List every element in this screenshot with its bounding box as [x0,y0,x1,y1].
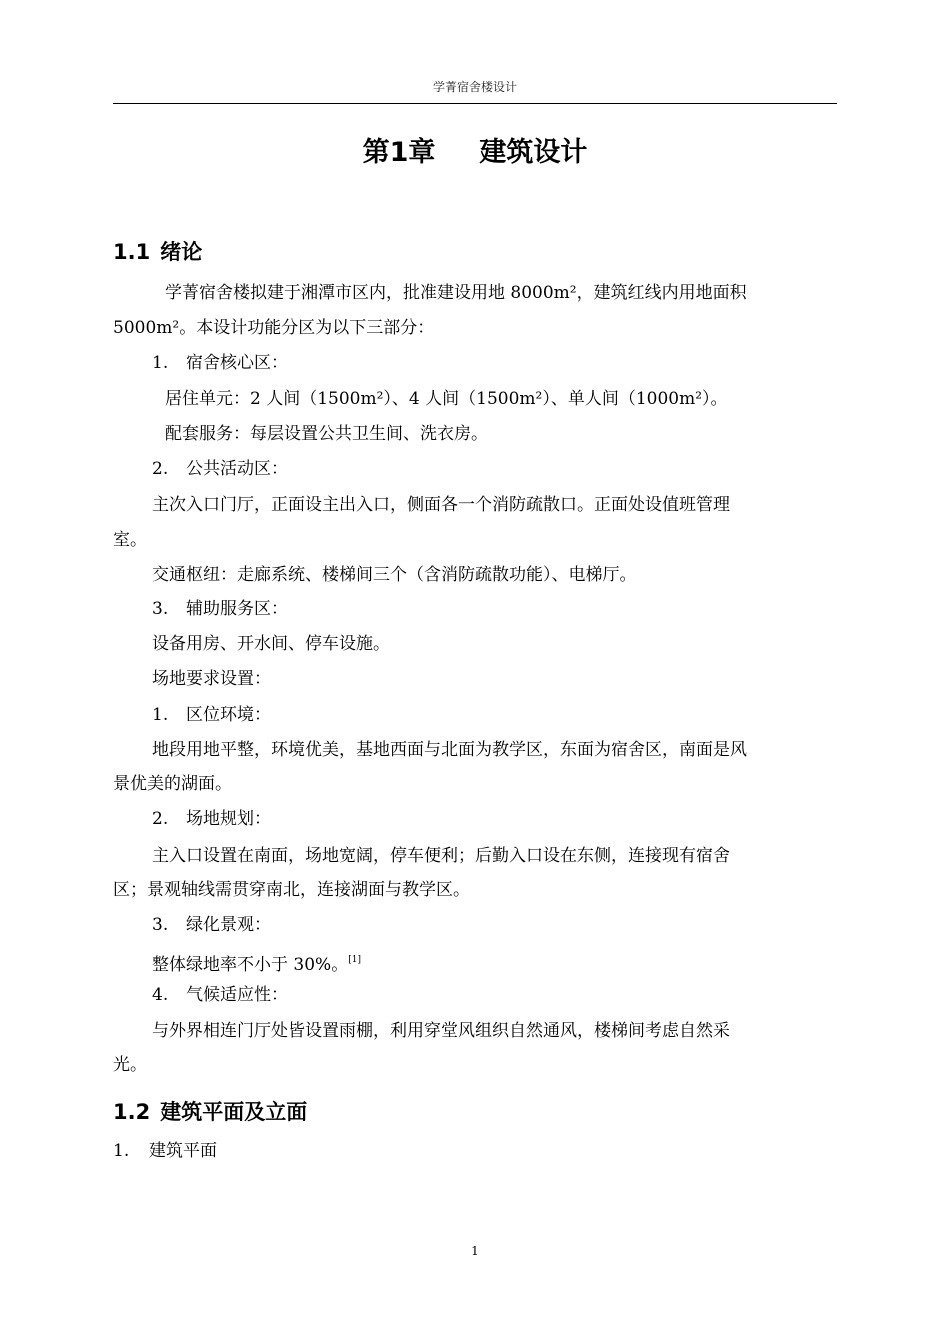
citation-ref: [1] [348,955,361,965]
paragraph-line: 主入口设置在南面，场地宽阔，停车便利；后勤入口设在东侧，连接现有宿舍 [152,846,730,866]
paragraph-line: 主次入口门厅，正面设主出入口，侧面各一个消防疏散口。正面处设值班管理 [152,495,730,515]
chapter-title [113,130,837,169]
site-item-3 [152,914,876,936]
paragraph-line: 居住单元：2 人间（1500m²）、4 人间（1500m²）、单人间（1000m²）。 [165,389,728,409]
section-number: 1.2 [113,1100,151,1124]
list-number: 1. [113,1141,130,1161]
paragraph-line: 光。 [113,1055,147,1075]
list-label: 区位环境： [186,705,271,725]
paragraph-line: 与外界相连门厅处皆设置雨棚，利用穿堂风组织自然通风，楼梯间考虑自然采 [152,1021,730,1041]
list-label: 绿化景观： [186,915,271,935]
paragraph-line: 区；景观轴线需贯穿南北，连接湖面与教学区。 [113,880,470,900]
chapter-name: 建筑设计 [479,137,588,168]
zone-item-3 [152,598,876,620]
paragraph-line: 设备用房、开水间、停车设施。 [152,634,390,654]
paragraph-line [152,949,876,976]
section-heading-1-1 [113,236,202,266]
zone-item-1 [152,352,876,374]
paragraph-line: 交通枢纽：走廊系统、楼梯间三个（含消防疏散功能）、电梯厅。 [152,565,637,585]
list-number: 4. [152,985,169,1005]
section-title: 绪论 [160,240,203,264]
site-item-2 [152,808,876,830]
paragraph-line: 地段用地平整，环境优美，基地西面与北面为教学区，东面为宿舍区，南面是风 [152,740,747,760]
plan-item-1 [113,1140,837,1162]
list-number: 3. [152,915,169,935]
paragraph-line: 景优美的湖面。 [113,774,232,794]
list-number: 2. [152,459,169,479]
section-title: 建筑平面及立面 [160,1100,308,1124]
list-label: 场地规划： [186,809,271,829]
paragraph-line: 室。 [113,530,147,550]
list-number: 1. [152,353,169,373]
list-label: 辅助服务区： [186,599,288,619]
chapter-number: 第1章 [362,137,436,168]
intro-paragraph-line: 学菁宿舍楼拟建于湘潭市区内，批准建设用地 8000m²，建筑红线内用地面积 [165,283,747,303]
header-divider [113,103,837,104]
list-number: 1. [152,705,169,725]
greening-text: 整体绿地率不小于 30%。 [152,955,349,975]
list-label: 公共活动区： [186,459,288,479]
zone-item-2 [152,458,876,480]
site-heading: 场地要求设置： [152,669,271,689]
list-label: 宿舍核心区： [186,353,288,373]
list-number: 2. [152,809,169,829]
list-label: 建筑平面 [149,1141,217,1161]
paragraph-line: 配套服务：每层设置公共卫生间、洗衣房。 [165,424,488,444]
section-heading-1-2 [113,1096,307,1126]
site-item-4 [152,984,876,1006]
site-item-1 [152,704,876,726]
section-number: 1.1 [113,240,151,264]
page-header: 学菁宿舍楼设计 [432,80,517,94]
list-number: 3. [152,599,169,619]
page-number: 1 [471,1244,479,1258]
list-label: 气候适应性： [186,985,288,1005]
intro-paragraph-line: 5000m²。本设计功能分区为以下三部分： [113,318,435,338]
